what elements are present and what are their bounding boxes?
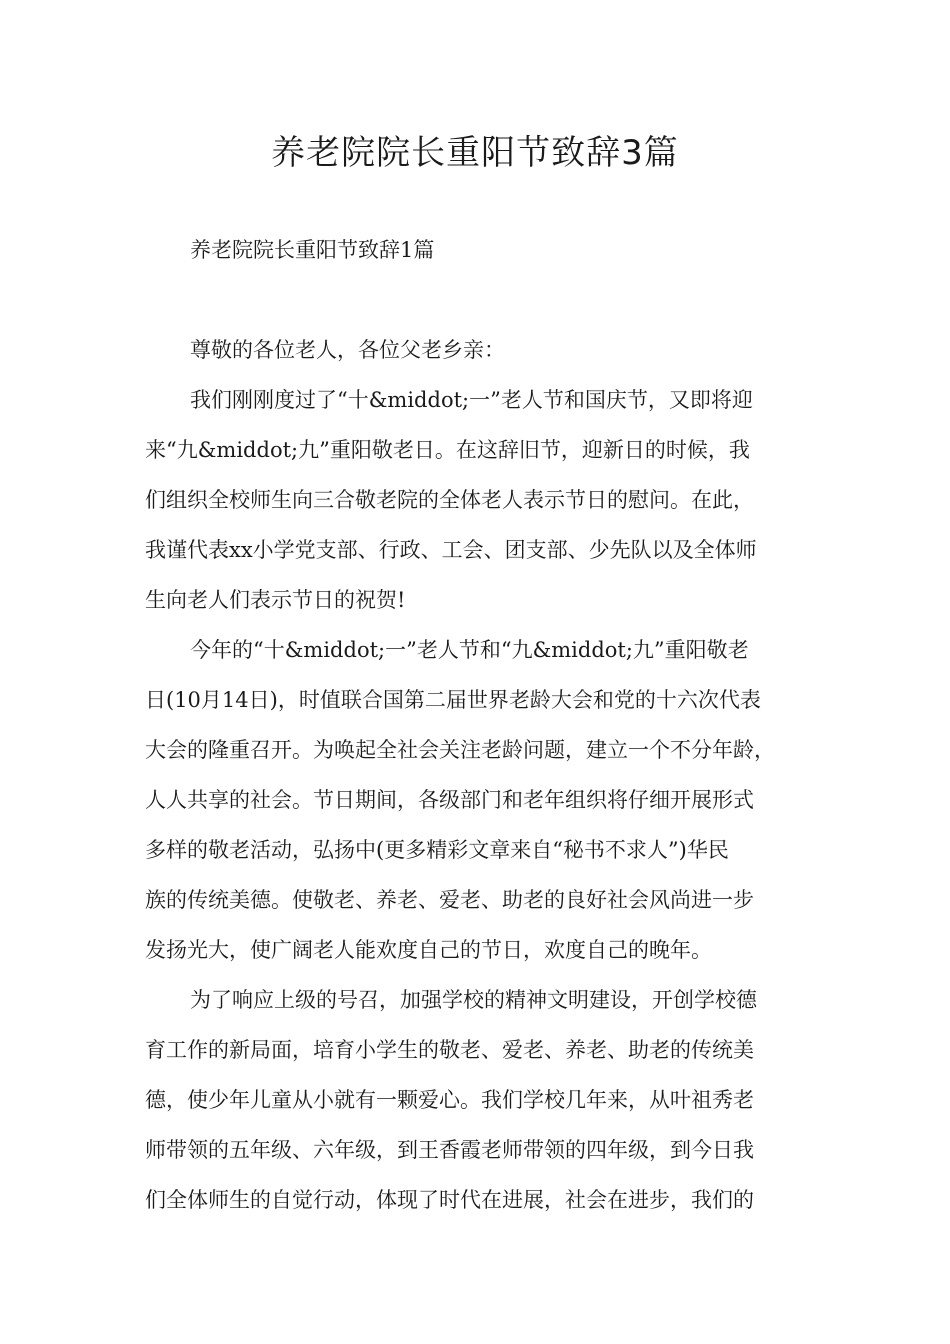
text-line: 来“九&middot;九”重阳敬老日。在这辞旧节，迎新日的时候，我 [145, 438, 750, 462]
text-line: 我们刚刚度过了“十&middot;一”老人节和国庆节，又即将迎 [190, 388, 753, 412]
text-line: 发扬光大，使广阔老人能欢度自己的节日，欢度自己的晚年。 [145, 938, 712, 962]
text-line: 我谨代表xx小学党支部、行政、工会、团支部、少先队以及全体师 [145, 538, 757, 562]
text-line: 日(10月14日)，时值联合国第二届世界老龄大会和党的十六次代表 [145, 688, 761, 712]
document-title: 养老院院长重阳节致辞3篇 [271, 133, 679, 173]
text-line: 人人共享的社会。节日期间，各级部门和老年组织将仔细开展形式 [145, 788, 754, 812]
text-line: 大会的隆重召开。为唤起全社会关注老龄问题，建立一个不分年龄， [145, 738, 775, 762]
text-line: 多样的敬老活动，弘扬中(更多精彩文章来自“秘书不求人”)华民 [145, 838, 729, 862]
text-line: 德，使少年儿童从小就有一颗爱心。我们学校几年来，从叶祖秀老 [145, 1088, 754, 1112]
text-line: 生向老人们表示节日的祝贺! [145, 588, 406, 612]
text-line: 尊敬的各位老人，各位父老乡亲： [190, 338, 505, 362]
text-line: 族的传统美德。使敬老、养老、爱老、助老的良好社会风尚进一步 [145, 888, 754, 912]
document-subtitle: 养老院院长重阳节致辞1篇 [190, 238, 435, 262]
text-line: 今年的“十&middot;一”老人节和“九&middot;九”重阳敬老 [190, 638, 749, 662]
text-line: 为了响应上级的号召，加强学校的精神文明建设，开创学校德 [190, 988, 757, 1012]
text-line: 们组织全校师生向三合敬老院的全体老人表示节日的慰问。在此， [145, 488, 754, 512]
text-line: 师带领的五年级、六年级，到王香霞老师带领的四年级，到今日我 [145, 1138, 754, 1162]
text-line: 育工作的新局面，培育小学生的敬老、爱老、养老、助老的传统美 [145, 1038, 754, 1062]
text-line: 们全体师生的自觉行动，体现了时代在进展，社会在进步，我们的 [145, 1188, 754, 1212]
